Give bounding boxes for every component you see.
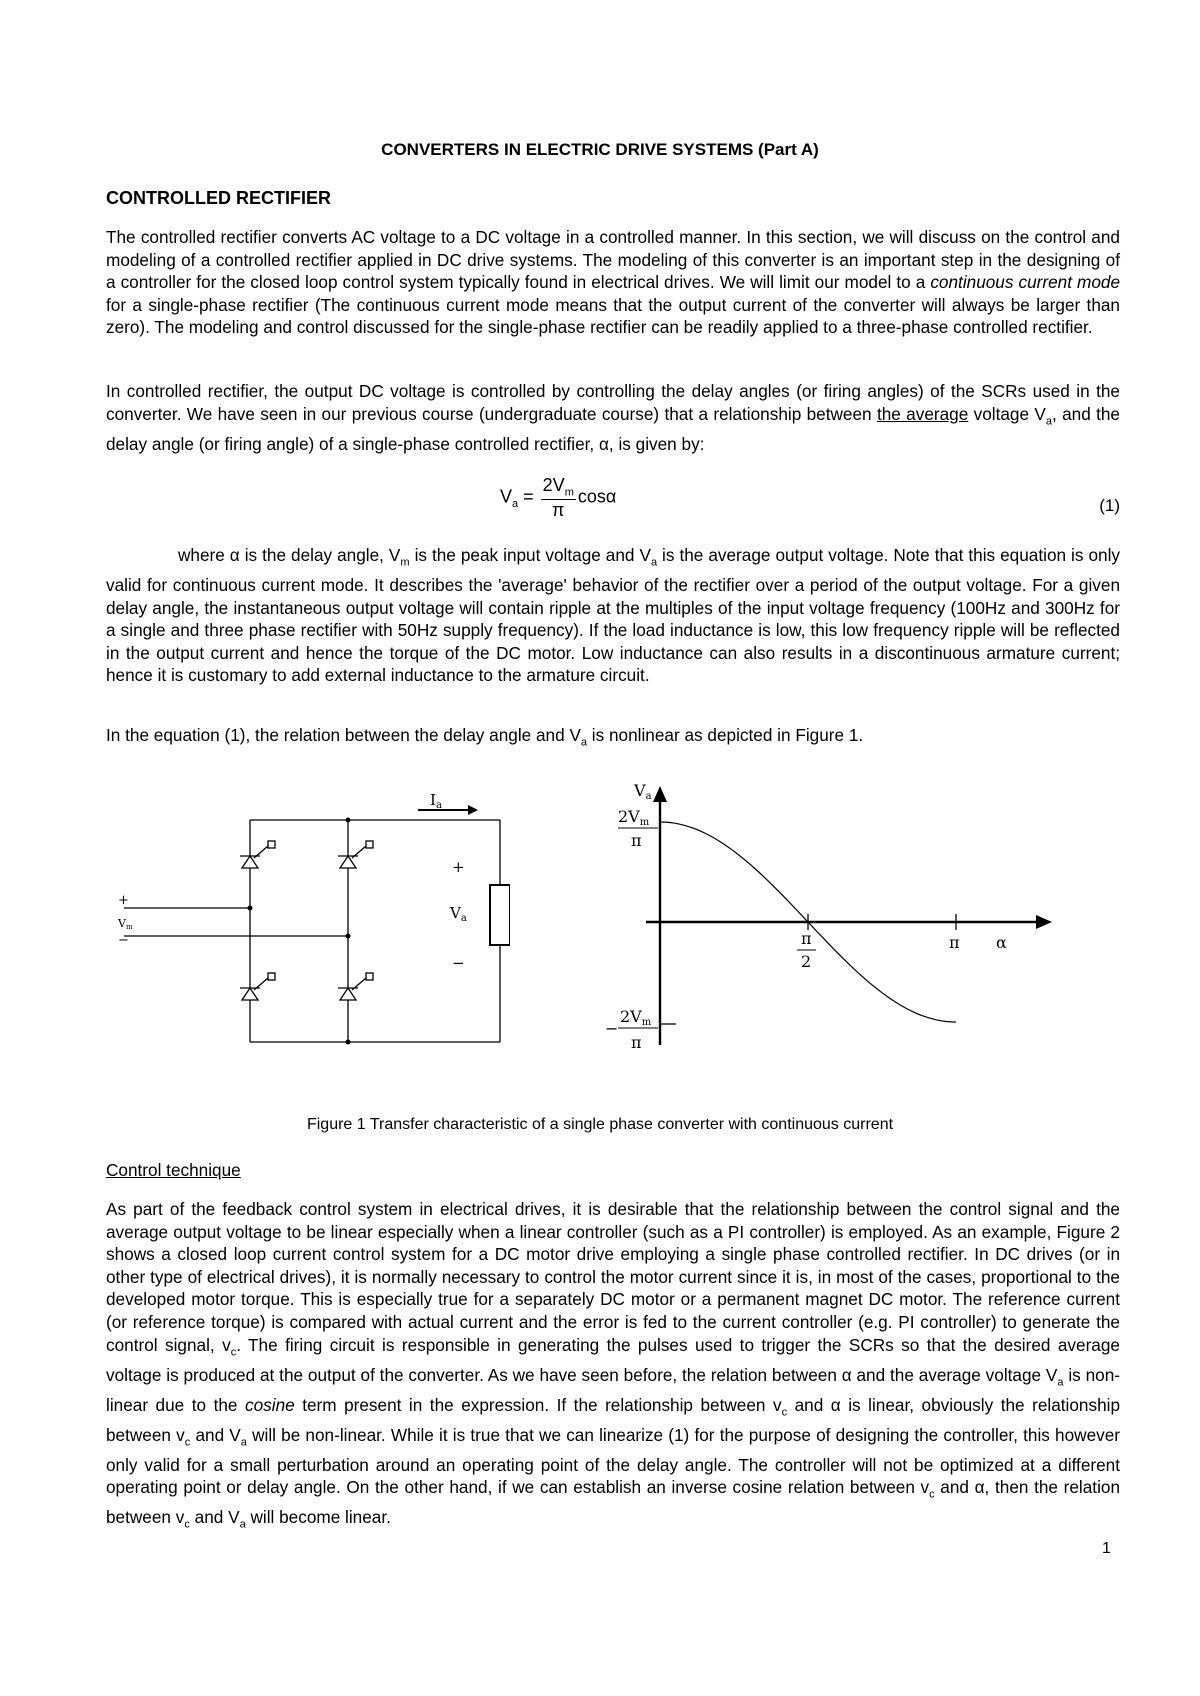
figure-caption: Figure 1 Transfer characteristic of a single phase converter with continuous current [306,1116,894,1133]
output-voltage-label: $V_a$ [450,904,467,924]
paragraph-intro: The controlled rectifier converts AC voltage to a DC voltage in a controlled manner. In this section, we will discuss on the control and modeling of a controlled rectifier applied in DC drive systems. The modeling of this converter is an important step in the designing of a controller for the closed loop control system typically found in electrical drives. We will limit our model to a continuous current mode for a single-phase rectifier (The continuous current mode means that the output current of the converter will always be larger than zero). The modeling and control discussed for the single-phase rectifier can be readily applied to a three-phase controlled rectifier. [106,227,1121,338]
bottom-value-minus: − [605,1019,619,1038]
bottom-value-denominator: π [631,1033,642,1052]
scr-top-left [240,841,275,868]
subsection-heading: Control technique [106,1160,241,1180]
scr-bottom-right [338,973,373,1000]
output-minus: − [452,954,465,972]
alpha-label: α [996,933,1007,952]
scr-bottom-left [240,973,275,1000]
input-voltage-label: Vm [118,917,133,931]
input-minus: − [118,933,129,948]
transfer-characteristic-graph [600,780,1070,1070]
y-axis-label: Va [634,781,652,802]
top-value-denominator: π [631,831,642,850]
x-axis-arrow [1036,915,1052,929]
current-label: $I_a$ [430,791,442,811]
pi-label: π [949,933,960,952]
page-number: 1 [1102,1540,1111,1557]
half-pi-denominator: 2 [801,952,812,971]
paragraph-control-technique: As part of the feedback control system in electrical drives, it is desirable that the relationship between the control signal and the average output voltage to be linear especially when a linear controller (such as a PI controller) is employed. As an example, Figure 2 shows a closed loop current control system for a DC motor drive employing a single phase controlled rectifier. In DC drives (or in other type of electrical drives), it is normally necessary to control the motor current since it is, in most of the cases, proportional to the developed motor torque. This is especially true for a separately DC motor or a permanent magnet DC motor. The reference current (or reference torque) is compared with actual current and the error is fed to the current controller (e.g. PI controller) to generate the control signal, $v_c$. The firing circuit is responsible in generating the pulses used to trigger the SCRs so that the desired average voltage is produced at the output of the converter. As we have seen before, the relation between α and the average voltage $V_a$ is non-linear due to the cosine term present in the expression. If the relationship between $v_c$ and α is linear, obviously the relationship between $v_c$ and $V_a$ will be non-linear. While it is true that we can linearize (1) for the purpose of designing the controller, this however only valid for a small perturbation around an operating point of the delay angle. The controller will not be optimized at a different operating point or delay angle. On the other hand, if we can establish an inverse cosine relation between $v_c$ and α, then the relation between $v_c$ and $V_a$ will become linear. [106,1199,1121,1531]
y-axis-arrow [653,786,667,802]
equation-number: (1) [1099,496,1120,515]
paragraph-where: where α is the delay angle, $V_m$ is the peak input voltage and $V_a$ is the average output voltage. Note that this equation is only valid for continuous current mode. It describes the 'average' behavior of the rectifier over a period of the output voltage. For a given delay angle, the instantaneous output voltage will contain ripple at the multiples of the input voltage frequency (100Hz and 300Hz for a single and three phase rectifier with 50Hz supply frequency). If the load inductance is low, this low frequency ripple will be reflected in the output current and hence the torque of the DC motor. Low inductance can also results in a discontinuous armature current; hence it is customary to add external inductance to the armature circuit. [106,545,1120,686]
half-pi-numerator: π [801,929,812,948]
section-heading: CONTROLLED RECTIFIER [106,188,331,208]
output-plus: + [452,858,465,876]
bottom-value-numerator: 2Vm [620,1007,652,1028]
equation-fraction: $\frac{2V_m}{\pi}$ [542,475,574,520]
paragraph-nonlinear: In the equation (1), the relation between the delay angle and $V_a$ is nonlinear as depicted in Figure 1. [106,725,864,749]
paragraph-delay-angle: In controlled rectifier, the output DC voltage is controlled by controlling the delay angles (or firing angles) of the SCRs used in the converter. We have seen in our previous course (undergraduate course) that a relationship between the average voltage $V_a$, and the delay angle (or firing angle) of a single-phase controlled rectifier, α, is given by: [106,381,1120,454]
equation-1: $V_a$ = $\frac{2V_m}{\pi}$ cosα [500,475,617,520]
rectifier-circuit-diagram [110,780,510,1050]
scr-top-right [338,841,373,868]
document-title: CONVERTERS IN ELECTRIC DRIVE SYSTEMS (Part A) [381,140,819,159]
input-plus: + [118,893,129,908]
top-value-numerator: 2Vm [618,807,650,828]
